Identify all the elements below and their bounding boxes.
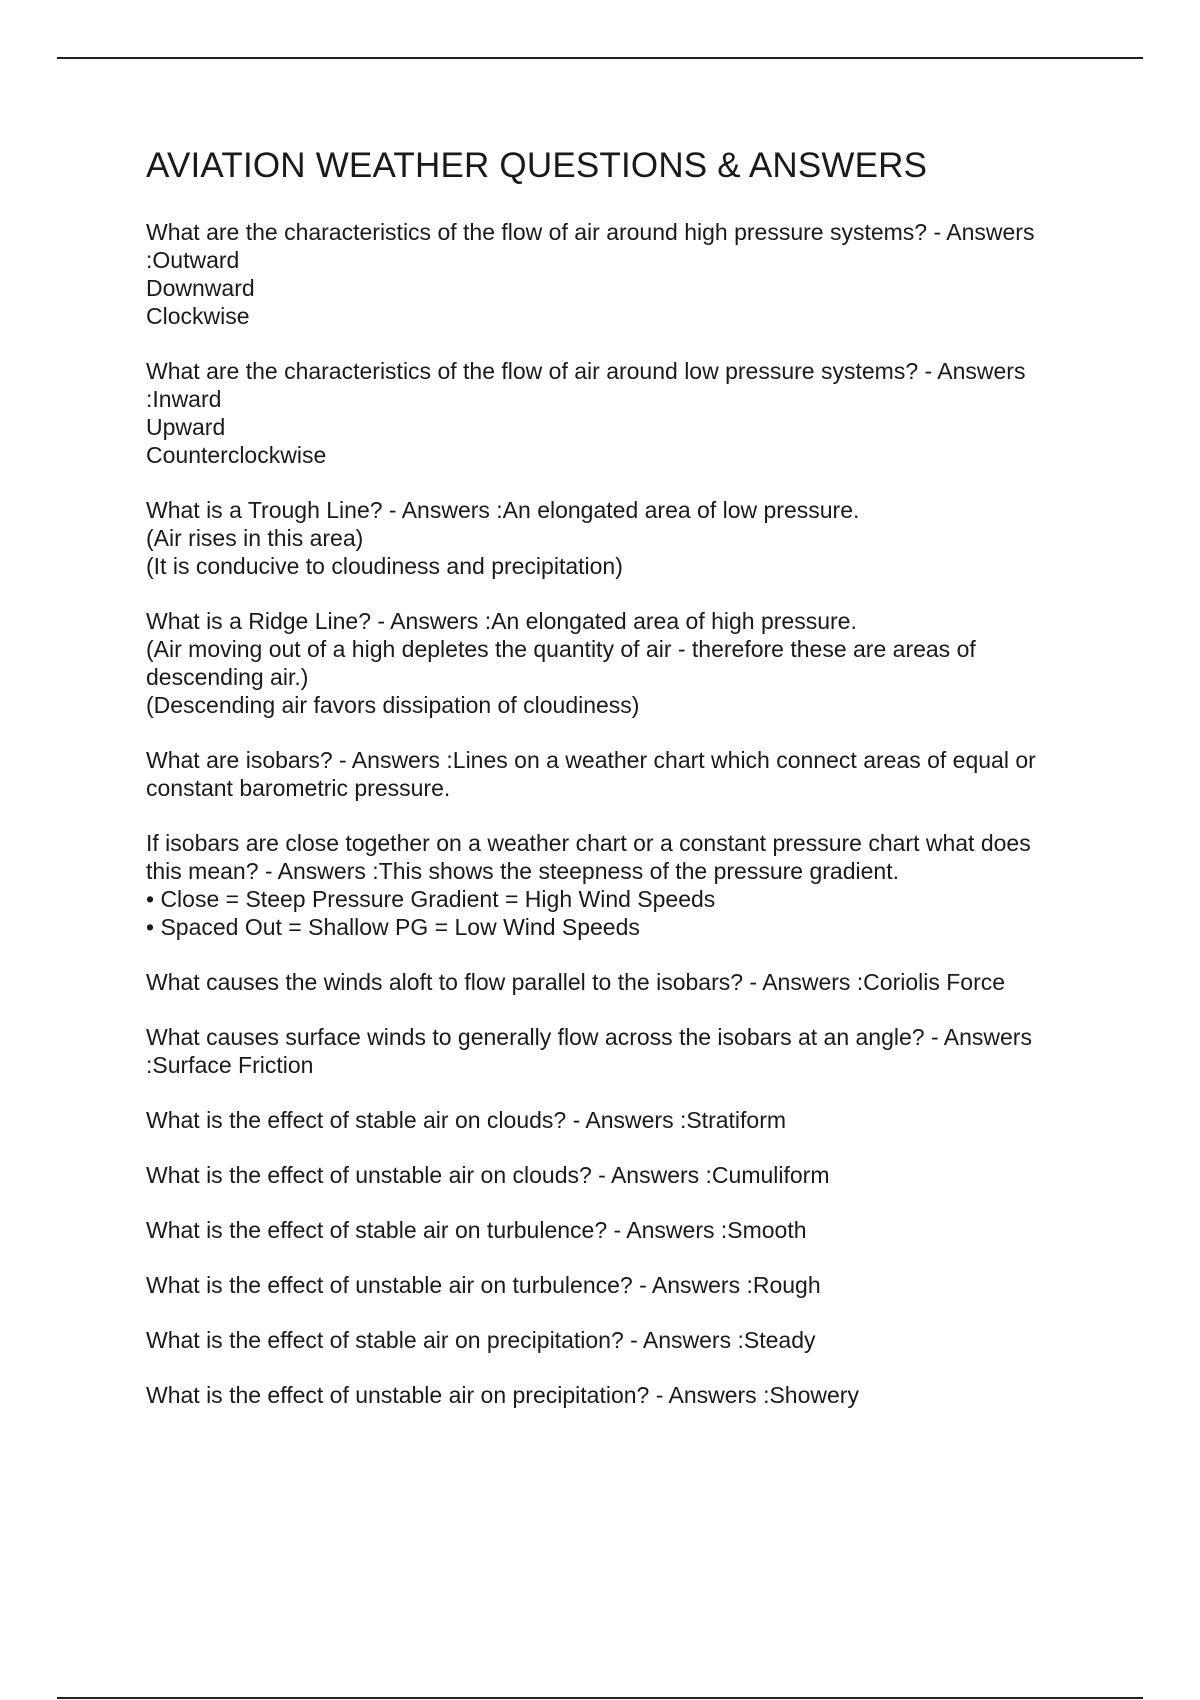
qa-line: What is the effect of stable air on precipitation? - Answers :Steady [146,1327,816,1353]
qa-entry [146,968,1096,996]
qa-line: (Air moving out of a high depletes the quantity of air - therefore these are areas of [146,636,976,662]
bottom-rule [57,1697,1143,1699]
qa-line: Upward [146,414,226,440]
page-title: AVIATION WEATHER QUESTIONS & ANSWERS [146,146,928,185]
qa-bullet-line: • Close = Steep Pressure Gradient = High Wind Speeds [146,886,716,912]
qa-line: Clockwise [146,303,250,329]
qa-entry [146,496,1096,580]
qa-line: What is the effect of stable air on clouds? - Answers :Stratiform [146,1107,787,1133]
qa-line: What are isobars? - Answers :Lines on a weather chart which connect areas of equal or [146,747,1036,773]
qa-line: :Outward [146,247,240,273]
qa-line: What causes the winds aloft to flow parallel to the isobars? - Answers :Coriolis Force [146,969,1006,995]
qa-entry [146,1381,1096,1409]
qa-line: What are the characteristics of the flow of air around high pressure systems? - Answers [146,219,1035,245]
qa-line: What is a Ridge Line? - Answers :An elongated area of high pressure. [146,608,857,634]
qa-line: descending air.) [146,664,309,690]
document-body [146,140,1096,1436]
qa-entry [146,1216,1096,1244]
qa-entry [146,1161,1096,1189]
qa-entry [146,607,1096,719]
qa-bullet-line: • Spaced Out = Shallow PG = Low Wind Speeds [146,914,640,940]
qa-line: Counterclockwise [146,442,327,468]
qa-line: Downward [146,275,255,301]
qa-line: If isobars are close together on a weather chart or a constant pressure chart what does [146,830,1031,856]
qa-entry [146,829,1096,941]
qa-entry [146,1106,1096,1134]
qa-line: this mean? - Answers :This shows the steepness of the pressure gradient. [146,858,899,884]
qa-entry [146,1326,1096,1354]
qa-line: What is the effect of unstable air on turbulence? - Answers :Rough [146,1272,821,1298]
qa-line: What are the characteristics of the flow of air around low pressure systems? - Answers [146,358,1026,384]
qa-line: What is the effect of stable air on turbulence? - Answers :Smooth [146,1217,807,1243]
qa-entry [146,1023,1096,1079]
qa-line: What causes surface winds to generally flow across the isobars at an angle? - Answers [146,1024,1032,1050]
qa-entry [146,746,1096,802]
qa-entry [146,357,1096,469]
qa-line: (Air rises in this area) [146,525,364,551]
qa-entry [146,1271,1096,1299]
qa-line: What is the effect of unstable air on clouds? - Answers :Cumuliform [146,1162,830,1188]
qa-line: constant barometric pressure. [146,775,451,801]
qa-line: (It is conducive to cloudiness and precipitation) [146,553,623,579]
qa-line: :Surface Friction [146,1052,314,1078]
qa-line: What is the effect of unstable air on precipitation? - Answers :Showery [146,1382,859,1408]
qa-line: What is a Trough Line? - Answers :An elongated area of low pressure. [146,497,860,523]
qa-line: :Inward [146,386,222,412]
qa-entry [146,218,1096,330]
top-rule [57,57,1143,59]
qa-line: (Descending air favors dissipation of cloudiness) [146,692,640,718]
